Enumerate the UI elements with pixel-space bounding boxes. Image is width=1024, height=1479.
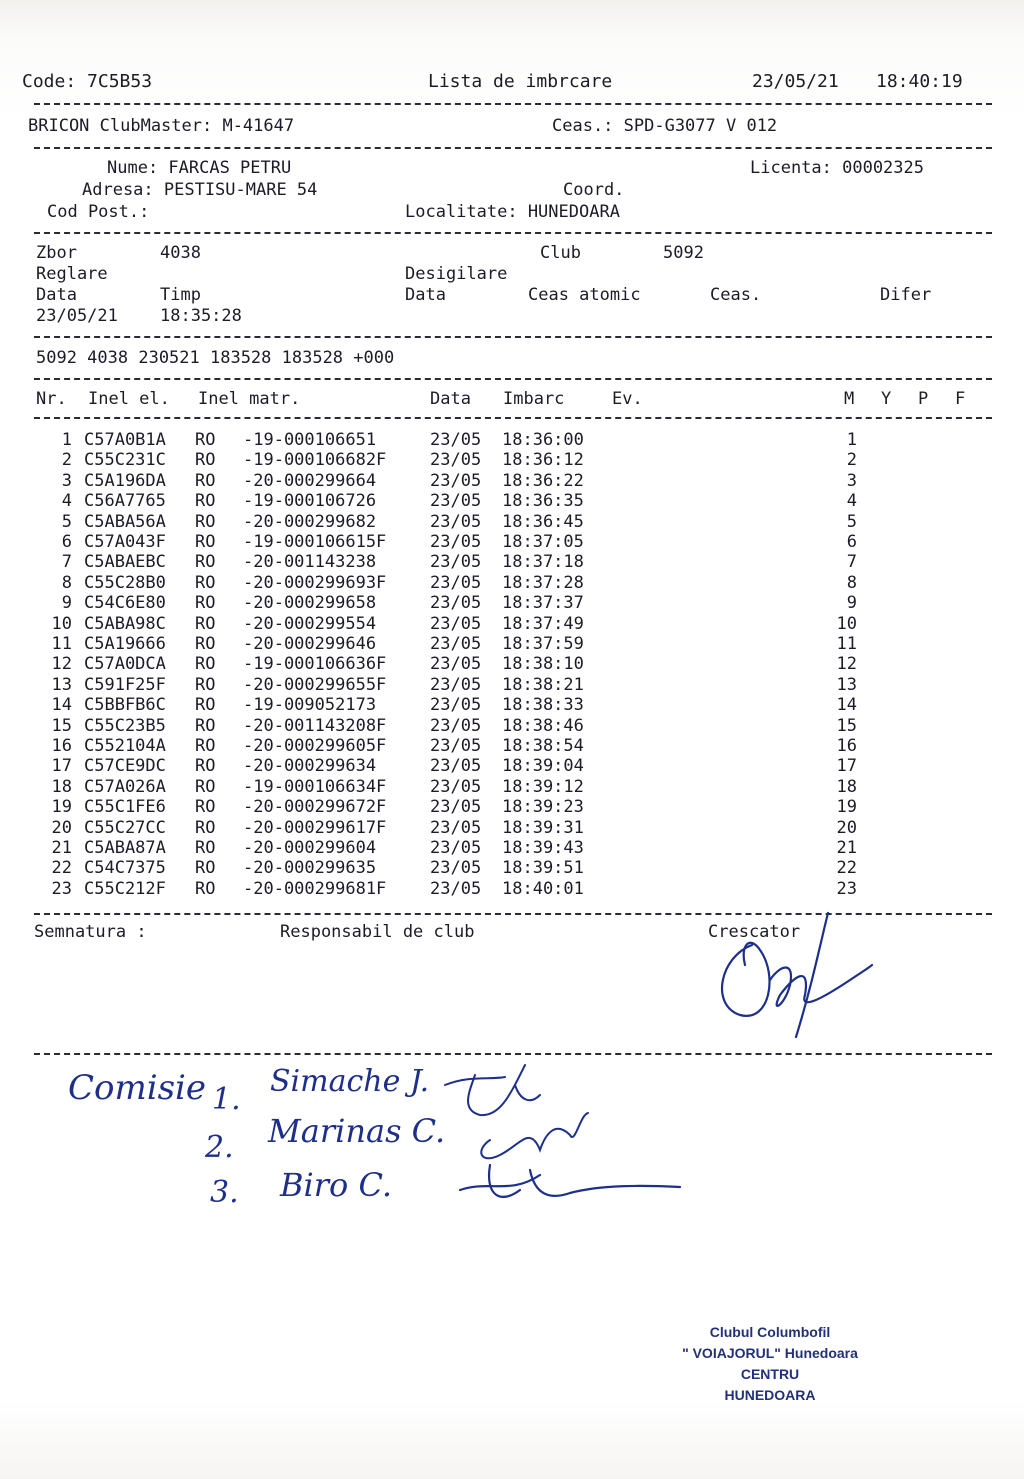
row-number: 8 [61, 572, 72, 593]
electronic-ring: C55C27CC [84, 817, 166, 838]
timp-label: Timp [160, 285, 201, 305]
ring-number: -20-001143238 [243, 552, 377, 573]
stamp-line-2: " VOIAJORUL" Hunedoara [682, 1345, 858, 1361]
basketing-time: 18:37:59 [502, 634, 584, 654]
row-number: 16 [51, 736, 72, 756]
table-row [0, 675, 1024, 695]
basketing-time: 18:39:12 [502, 776, 584, 797]
table-row [0, 614, 1024, 634]
arrival-date: 23/05 [430, 797, 482, 818]
row-number: 20 [51, 817, 72, 838]
table-row [0, 532, 1024, 552]
row-number: 12 [51, 654, 72, 675]
table-row [0, 552, 1024, 572]
table-row [0, 430, 1024, 450]
mark-m: 19 [836, 797, 857, 818]
col-header-p: P [918, 389, 929, 409]
basketing-time: 18:36:22 [502, 470, 584, 491]
country-code: RO [195, 674, 216, 695]
ring-number: -20-000299554 [243, 613, 377, 634]
electronic-ring: C5ABA98C [84, 613, 166, 634]
col-header-ev: Ev. [612, 389, 643, 409]
country-code: RO [195, 654, 216, 675]
arrival-date: 23/05 [430, 838, 482, 858]
table-row [0, 491, 1024, 511]
commission-heading: Comisie [68, 1068, 207, 1108]
country-code: RO [195, 878, 216, 899]
doc-date: 23/05/21 [752, 71, 839, 92]
row-number: 5 [61, 511, 72, 532]
locality: Localitate: HUNEDOARA [405, 202, 620, 222]
country-code: RO [195, 858, 216, 879]
mark-m: 22 [836, 858, 857, 879]
country-code: RO [195, 736, 216, 756]
basketing-time: 18:39:31 [502, 817, 584, 838]
electronic-ring: C57A0DCA [84, 654, 166, 675]
table-row [0, 838, 1024, 858]
electronic-ring: C57A043F [84, 532, 166, 552]
mark-m: 6 [846, 532, 857, 552]
divider [34, 378, 992, 380]
mark-m: 4 [846, 491, 857, 512]
row-number: 15 [51, 715, 72, 736]
country-code: RO [195, 838, 216, 858]
divider [34, 417, 992, 419]
data-label: Data [36, 285, 77, 305]
clubmaster-id: BRICON ClubMaster: M-41647 [28, 116, 295, 136]
arrival-date: 23/05 [430, 470, 482, 491]
electronic-ring: C5ABA56A [84, 511, 166, 532]
country-code: RO [195, 776, 216, 797]
country-code: RO [195, 797, 216, 818]
row-number: 14 [51, 695, 72, 716]
mark-m: 7 [846, 552, 857, 573]
ring-number: -20-000299646 [243, 634, 377, 654]
basketing-time: 18:37:05 [502, 532, 584, 552]
table-row [0, 716, 1024, 736]
country-code: RO [195, 756, 216, 777]
row-number: 2 [61, 450, 72, 471]
ring-number: -20-000299681F [243, 878, 387, 899]
mark-m: 9 [846, 593, 857, 614]
row-number: 9 [61, 593, 72, 614]
mark-m: 3 [846, 470, 857, 491]
basketing-time: 18:37:49 [502, 613, 584, 634]
row-number: 13 [51, 674, 72, 695]
table-row [0, 471, 1024, 491]
data2-label: Data [405, 285, 446, 305]
country-code: RO [195, 593, 216, 614]
row-number: 1 [61, 430, 72, 450]
ring-number: -19-000106636F [243, 654, 387, 675]
owner-name: Nume: FARCAS PETRU [107, 158, 292, 178]
basketing-time: 18:37:28 [502, 572, 584, 593]
table-row [0, 450, 1024, 470]
mark-m: 8 [846, 572, 857, 593]
electronic-ring: C54C6E80 [84, 593, 166, 614]
commission-member-3: Biro C. [280, 1166, 392, 1204]
arrival-date: 23/05 [430, 511, 482, 532]
table-row [0, 777, 1024, 797]
row-number: 10 [51, 613, 72, 634]
electronic-ring: C5A19666 [84, 634, 166, 654]
arrival-date: 23/05 [430, 572, 482, 593]
stamp-line-4: HUNEDOARA [724, 1387, 816, 1403]
basketing-time: 18:36:00 [502, 430, 584, 450]
table-row [0, 634, 1024, 654]
arrival-date: 23/05 [430, 817, 482, 838]
basketing-time: 18:38:10 [502, 654, 584, 675]
row-number: 23 [51, 878, 72, 899]
ring-number: -19-000106682F [243, 450, 387, 471]
data-value: 23/05/21 [36, 306, 118, 326]
zbor-label: Zbor [36, 243, 77, 263]
desigilare-label: Desigilare [405, 264, 508, 284]
country-code: RO [195, 634, 216, 654]
table-row [0, 512, 1024, 532]
zbor-value: 4038 [160, 243, 201, 263]
commission-member-1: Simache J. [270, 1064, 430, 1099]
club-label: Club [540, 243, 581, 263]
table-row [0, 858, 1024, 878]
electronic-ring: C55C1FE6 [84, 797, 166, 818]
electronic-ring: C5A196DA [84, 470, 166, 491]
electronic-ring: C57A0B1A [84, 430, 166, 450]
basketing-time: 18:37:37 [502, 593, 584, 614]
mark-m: 13 [836, 674, 857, 695]
table-row [0, 756, 1024, 776]
row-number: 22 [51, 858, 72, 879]
mark-m: 18 [836, 776, 857, 797]
col-header-m: M [844, 389, 855, 409]
electronic-ring: C55C212F [84, 878, 166, 899]
arrival-date: 23/05 [430, 491, 482, 512]
commission-number-3: 3. [210, 1175, 239, 1210]
country-code: RO [195, 532, 216, 552]
ring-number: -20-000299605F [243, 736, 387, 756]
mark-m: 11 [836, 634, 857, 654]
arrival-date: 23/05 [430, 654, 482, 675]
table-row [0, 736, 1024, 756]
basketing-time: 18:40:01 [502, 878, 584, 899]
country-code: RO [195, 817, 216, 838]
electronic-ring: C56A7765 [84, 491, 166, 512]
table-row [0, 593, 1024, 613]
country-code: RO [195, 450, 216, 471]
country-code: RO [195, 470, 216, 491]
arrival-date: 23/05 [430, 532, 482, 552]
electronic-ring: C5ABAEBC [84, 552, 166, 573]
row-number: 11 [51, 634, 72, 654]
arrival-date: 23/05 [430, 715, 482, 736]
ring-number: -20-000299664 [243, 470, 377, 491]
col-header-data: Data [430, 389, 471, 409]
electronic-ring: C591F25F [84, 674, 166, 695]
mark-m: 12 [836, 654, 857, 675]
mark-m: 16 [836, 736, 857, 756]
row-number: 18 [51, 776, 72, 797]
ring-number: -20-000299658 [243, 593, 377, 614]
table-row [0, 573, 1024, 593]
breeder-signature [700, 905, 880, 1055]
electronic-ring: C5ABA87A [84, 838, 166, 858]
mark-m: 2 [846, 450, 857, 471]
summary-line: 5092 4038 230521 183528 183528 +000 [36, 348, 395, 368]
arrival-date: 23/05 [430, 695, 482, 716]
commission-member-2: Marinas C. [268, 1112, 446, 1150]
basketing-time: 18:38:54 [502, 736, 584, 756]
difer-label: Difer [880, 285, 932, 305]
stamp-line-3: CENTRU [740, 1366, 800, 1382]
club-responsible-label: Responsabil de club [280, 922, 475, 942]
ring-number: -20-001143208F [243, 715, 387, 736]
ring-number: -19-000106651 [243, 430, 377, 450]
ring-number: -19-009052173 [243, 695, 377, 716]
basketing-time: 18:39:23 [502, 797, 584, 818]
basketing-time: 18:36:35 [502, 491, 584, 512]
arrival-date: 23/05 [430, 613, 482, 634]
commission-number-2: 2. [205, 1130, 234, 1165]
basketing-time: 18:39:43 [502, 838, 584, 858]
ring-number: -20-000299604 [243, 838, 377, 858]
ring-number: -20-000299682 [243, 511, 377, 532]
reglare-label: Reglare [36, 264, 108, 284]
table-row [0, 654, 1024, 674]
mark-m: 5 [846, 511, 857, 532]
doc-code: Code: 7C5B53 [22, 71, 153, 92]
stamp-line-1: Clubul Columbofil [709, 1324, 831, 1340]
ring-number: -20-000299672F [243, 797, 387, 818]
divider [34, 336, 992, 338]
row-number: 4 [61, 491, 72, 512]
mark-m: 20 [836, 817, 857, 838]
electronic-ring: C55C23B5 [84, 715, 166, 736]
ring-number: -20-000299655F [243, 674, 387, 695]
arrival-date: 23/05 [430, 858, 482, 879]
basketing-time: 18:37:18 [502, 552, 584, 573]
divider [34, 232, 992, 234]
doc-title: Lista de imbrcare [428, 71, 613, 92]
clock-id: Ceas.: SPD-G3077 V 012 [552, 116, 778, 136]
basketing-time: 18:38:46 [502, 715, 584, 736]
electronic-ring: C57CE9DC [84, 756, 166, 777]
arrival-date: 23/05 [430, 430, 482, 450]
breeder-label: Crescator [708, 922, 801, 942]
mark-m: 15 [836, 715, 857, 736]
country-code: RO [195, 613, 216, 634]
country-code: RO [195, 552, 216, 573]
country-code: RO [195, 695, 216, 716]
basketing-time: 18:36:12 [502, 450, 584, 471]
doc-time: 18:40:19 [876, 71, 963, 92]
arrival-date: 23/05 [430, 634, 482, 654]
ring-number: -19-000106726 [243, 491, 377, 512]
arrival-date: 23/05 [430, 776, 482, 797]
ring-number: -20-000299634 [243, 756, 377, 777]
coord-label: Coord. [563, 180, 625, 200]
club-value: 5092 [663, 243, 704, 263]
basketing-time: 18:39:04 [502, 756, 584, 777]
electronic-ring: C552104A [84, 736, 166, 756]
col-header-imbarc: Imbarc [503, 389, 565, 409]
ceas-atomic-label: Ceas atomic [528, 285, 641, 305]
mark-m: 17 [836, 756, 857, 777]
mark-m: 1 [846, 430, 857, 450]
mark-m: 10 [836, 613, 857, 634]
ring-number: -20-000299693F [243, 572, 387, 593]
arrival-date: 23/05 [430, 878, 482, 899]
country-code: RO [195, 572, 216, 593]
commission-number-1: 1. [212, 1082, 241, 1117]
club-stamp [640, 1322, 900, 1406]
electronic-ring: C55C28B0 [84, 572, 166, 593]
table-row [0, 797, 1024, 817]
basketing-time: 18:39:51 [502, 858, 584, 879]
electronic-ring: C54C7375 [84, 858, 166, 879]
postal-code-label: Cod Post.: [47, 202, 150, 222]
country-code: RO [195, 491, 216, 512]
divider [34, 103, 992, 105]
arrival-date: 23/05 [430, 674, 482, 695]
arrival-date: 23/05 [430, 593, 482, 614]
row-number: 19 [51, 797, 72, 818]
table-row [0, 818, 1024, 838]
col-header-nr: Nr. [36, 389, 67, 409]
arrival-date: 23/05 [430, 756, 482, 777]
col-header-y: Y [881, 389, 892, 409]
ceas-label: Ceas. [710, 285, 762, 305]
mark-m: 23 [836, 878, 857, 899]
arrival-date: 23/05 [430, 552, 482, 573]
row-number: 17 [51, 756, 72, 777]
electronic-ring: C55C231C [84, 450, 166, 471]
table-row [0, 879, 1024, 899]
electronic-ring: C5BBFB6C [84, 695, 166, 716]
country-code: RO [195, 430, 216, 450]
timp-value: 18:35:28 [160, 306, 242, 326]
commission-signatures [430, 1055, 690, 1225]
country-code: RO [195, 715, 216, 736]
signature-label: Semnatura : [34, 922, 147, 942]
mark-m: 14 [836, 695, 857, 716]
ring-number: -20-000299635 [243, 858, 377, 879]
table-row [0, 695, 1024, 715]
row-number: 6 [61, 532, 72, 552]
basketing-time: 18:38:21 [502, 674, 584, 695]
row-number: 3 [61, 470, 72, 491]
ring-number: -19-000106615F [243, 532, 387, 552]
arrival-date: 23/05 [430, 736, 482, 756]
electronic-ring: C57A026A [84, 776, 166, 797]
license-number: Licenta: 00002325 [750, 158, 924, 178]
country-code: RO [195, 511, 216, 532]
col-header-inel-el: Inel el. [88, 389, 170, 409]
col-header-f: F [955, 389, 966, 409]
ring-number: -19-000106634F [243, 776, 387, 797]
divider [34, 147, 992, 149]
arrival-date: 23/05 [430, 450, 482, 471]
row-number: 7 [61, 552, 72, 573]
mark-m: 21 [836, 838, 857, 858]
col-header-inel-matr: Inel matr. [198, 389, 301, 409]
row-number: 21 [51, 838, 72, 858]
basketing-time: 18:36:45 [502, 511, 584, 532]
owner-address: Adresa: PESTISU-MARE 54 [82, 180, 318, 200]
ring-number: -20-000299617F [243, 817, 387, 838]
basketing-time: 18:38:33 [502, 695, 584, 716]
